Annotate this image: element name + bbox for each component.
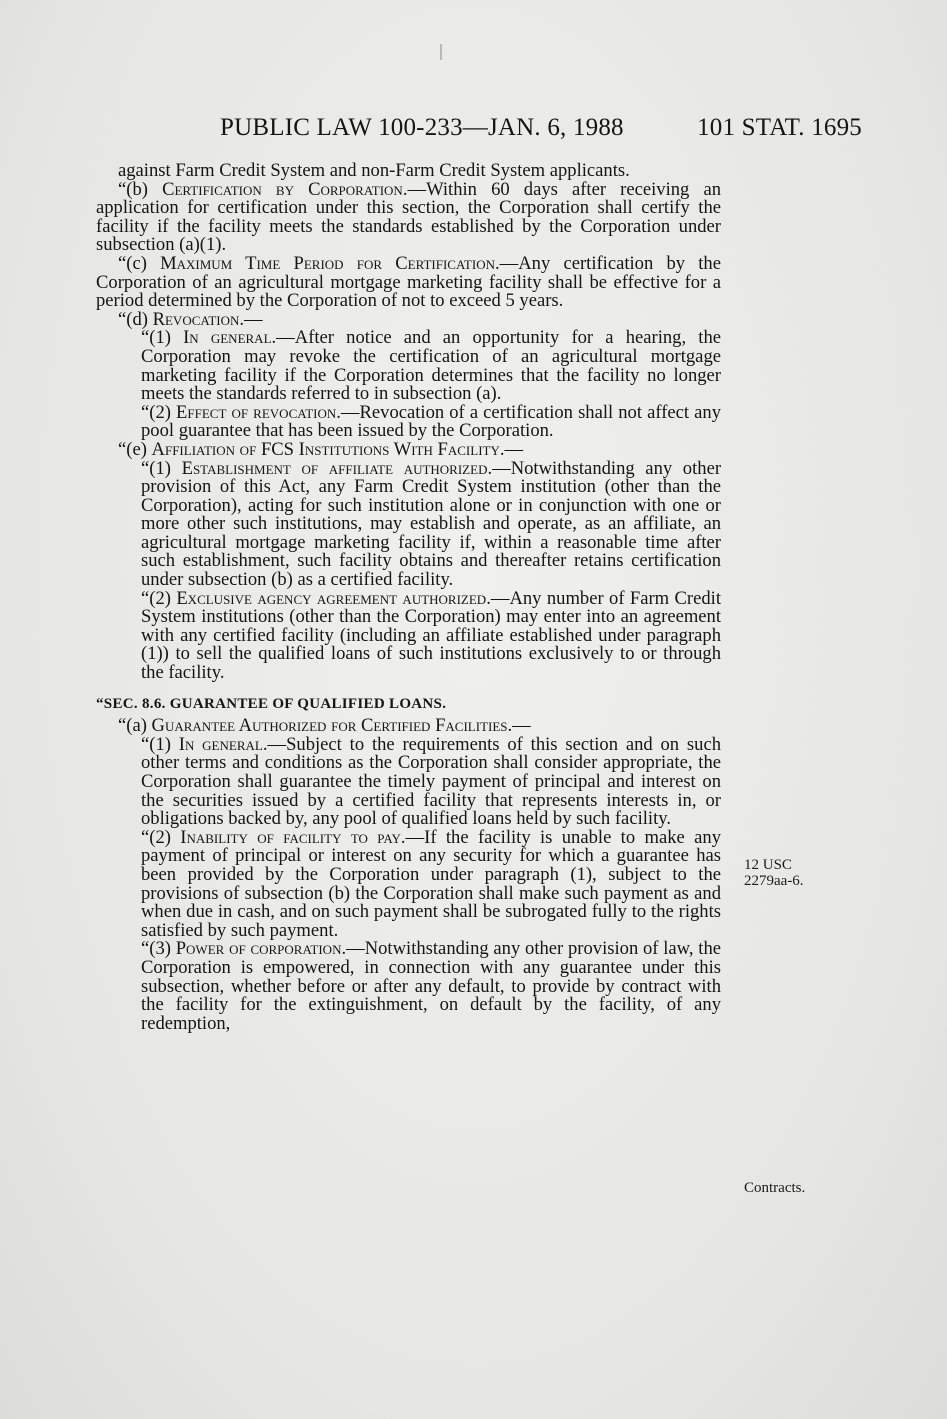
text-run: “(1) [141, 733, 179, 755]
subsection-heading: Certification by Corporation [162, 178, 403, 200]
text-run: .—Any number of Farm Credit System institutions (other than the Corporation) may enter into an agreement with any certified facility (including an affiliate established under paragraph (1)) to sell the qualified loans of such institutions exclusively to or through the facility. [141, 587, 722, 684]
paragraph-heading: Effect of revocation [176, 401, 337, 423]
text-run: .—Notwithstanding any other provision of this Act, any Farm Credit System institution (other than the Corporation), acting for such institution alone or in conjunction with one or more other such institutions, may establish and operate, as an affiliate, an agricultural mortgage marketing facility if, within a reasonable time after such establishment, such facility obtains and thereafter retains certification under subsection (b) as a certified facility. [141, 457, 722, 591]
section-heading: “SEC. 8.6. GUARANTEE OF QUALIFIED LOANS. [96, 695, 447, 712]
bleed-through-mark [440, 44, 442, 60]
subsection-heading: Revocation [152, 308, 240, 330]
statute-body [96, 162, 721, 1033]
text-run: .—Notwithstanding any other provision of law, the Corporation is empowered, in connection with any guarantee under this subsection, whether before or after any default, to provide by contract with the facility for the extinguishment, on default by the facility, of any redemption, [141, 938, 721, 1034]
text-run: .—Within 60 days after receiving an application for certification under this section, the Corporation shall certify the facility if the facility meets the standards established by the Corporation under subsection (a)(1). [96, 178, 721, 256]
text-run: .— [507, 715, 531, 737]
paragraph-a-1 [96, 733, 721, 830]
text-run: .— [239, 308, 263, 330]
paragraph-heading: Power of corporation [175, 938, 342, 960]
subsection-heading: Maximum Time Period for Certification [160, 252, 495, 274]
paragraph-heading: In general [183, 327, 272, 349]
subsection-b [96, 178, 721, 256]
text-run: “(e) [118, 438, 152, 460]
text-run: “(c) [118, 252, 161, 274]
statute-page-number: 101 STAT. 1695 [697, 114, 862, 141]
text-run: “(d) [118, 308, 153, 330]
paragraph-heading: In general [178, 733, 263, 755]
text-run: .—Any certification by the Corporation of an agricultural mortgage marketing facility shall be effective for a period determined by the Corporation of not to exceed 5 years. [96, 252, 721, 312]
text-run: .—If the facility is unable to make any payment of principal or interest on any security for which a guarantee has been provided by the Corporation under paragraph (1), subject to the provisions of subsection (b) the Corporation shall make such payment as and when due in cash, and on such payment shall be subrogated fully to the rights satisfied by such payment. [141, 826, 721, 941]
paragraph-heading: Establishment of affiliate authorized [181, 457, 488, 479]
text-run: “(1) [141, 327, 184, 349]
text-run: .— [499, 438, 524, 460]
subsection-c [96, 252, 721, 312]
paragraph-a-3 [96, 940, 721, 1033]
paragraph-e-1 [96, 457, 722, 591]
paragraph-heading: Exclusive agency agreement authorized [176, 587, 487, 609]
contracts-sidenote: Contracts. [744, 1180, 806, 1196]
text-run: .—Revocation of a certification shall not affect any pool guarantee that has been issued by the Corporation. [141, 401, 722, 442]
subsection-heading: Guarantee Authorized for Certified Facilities [151, 715, 508, 737]
text-run: “(1) [141, 457, 182, 479]
text-run: “(2) [141, 587, 177, 609]
text-run: .—After notice and an opportunity for a hearing, the Corporation may revoke the certification of an agricultural mortgage marketing facility if the Corporation determines that the facility no longer meets the standards referred to in subsection (a). [141, 327, 722, 405]
paragraph-d-2 [96, 401, 722, 442]
paragraph-a-2 [96, 826, 721, 941]
public-law-heading: PUBLIC LAW 100-233—JAN. 6, 1988 [220, 114, 624, 141]
text-run: .—Subject to the requirements of this section and on such other terms and conditions as the Corporation shall consider appropriate, the Corporation shall guarantee the timely payment of principal and interest on the securities issued by a certified facility that represents interests in, or obligations backed by, any pool of qualified loans held by such facility. [141, 733, 721, 830]
text-run: “(2) [141, 401, 177, 423]
text-run: “(2) [141, 826, 181, 848]
usc-citation-sidenote: 12 USC 2279aa-6. [744, 857, 804, 889]
text-run: “(b) [118, 178, 163, 200]
paragraph-e-2 [96, 587, 722, 684]
text-run: against Farm Credit System and non-Farm Credit System applicants. [118, 160, 630, 181]
text-run: “(a) [118, 715, 152, 737]
paragraph-d-1 [96, 329, 721, 403]
subsection-heading: Affiliation of FCS Institutions With Facility [151, 438, 500, 460]
text-run: “(3) [141, 938, 176, 960]
paragraph-heading: Inability of facility to pay [180, 826, 401, 848]
